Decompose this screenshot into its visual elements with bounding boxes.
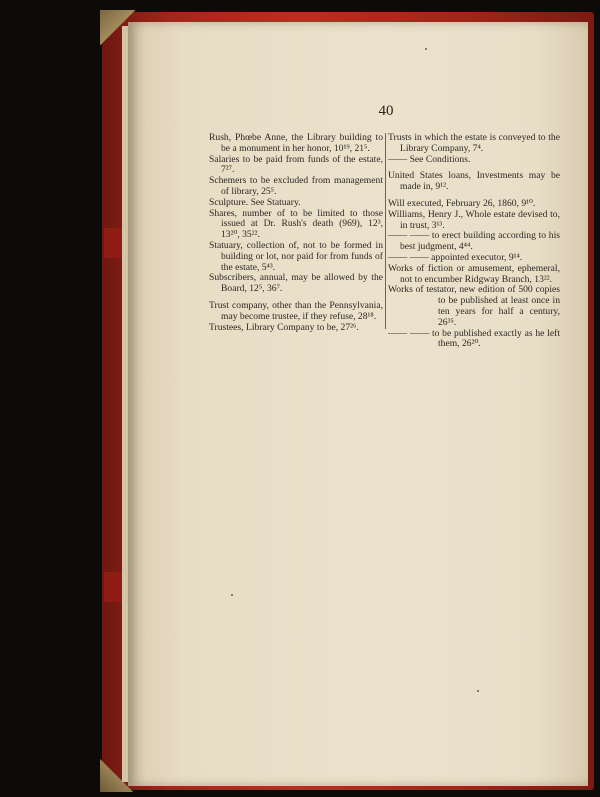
index-entry: Works of fiction or amusement, ephemeral, not to encumber Ridgway Branch, 13²². [388, 262, 560, 285]
index-entry: United States loans, Investments may be made in, 9¹². [388, 170, 560, 193]
paper-speck [425, 48, 427, 50]
page-number: 40 [378, 103, 394, 119]
index-entry: Trust company, other than the Pennsylvania, may become trustee, if they refuse, 28¹⁸. [209, 299, 383, 322]
index-entry: Schemers to be excluded from management of library, 25⁵. [209, 175, 383, 197]
index-entry: —— —— appointed executor, 9¹⁴. [388, 251, 523, 263]
index-entry: —— See Conditions. [388, 153, 471, 165]
index-entry: Trustees, Library Company to be, 27²⁶. [209, 321, 359, 333]
column-divider [385, 133, 386, 329]
paper-speck [231, 594, 233, 596]
cover-band [104, 228, 124, 258]
index-entry: —— —— to be published exactly as he left them, 26²⁰. [388, 327, 560, 350]
index-entry: Works of testator, new edition of 500 copies to be published at least once in ten years for half a century, 26³⁵. [388, 284, 560, 328]
paper-speck [477, 690, 479, 692]
index-column-right [388, 133, 560, 350]
index-entry: Sculpture. See Statuary. [209, 196, 301, 208]
index-entry: Will executed, February 26, 1860, 9¹⁰. [388, 197, 536, 209]
cover-band [104, 572, 124, 602]
index-entry: Shares, number of to be limited to those issued at Dr. Rush's death (969), 12³, 13²⁰, 35²². [209, 207, 383, 241]
index-entry: Rush, Phœbe Anne, the Library building to be a monument in her honor, 10¹⁹, 21⁵. [209, 132, 383, 154]
index-entry: Williams, Henry J., Whole estate devised to, in trust, 3¹³. [388, 208, 560, 231]
index-column-left [209, 133, 383, 333]
index-entry: Trusts in which the estate is conveyed to the Library Company, 7⁴. [388, 132, 560, 154]
index-entry: Subscribers, annual, may be allowed by the Board, 12⁵, 36⁷. [209, 272, 383, 295]
index-entry: Statuary, collection of, not to be formed in building or lot, nor paid for from funds of the estate, 5⁴³. [209, 239, 383, 273]
index-entry: Salaries to be paid from funds of the estate, 7²⁷. [209, 153, 383, 176]
index-entry: —— —— to erect building according to his best judgment, 4⁴⁴. [388, 230, 560, 253]
